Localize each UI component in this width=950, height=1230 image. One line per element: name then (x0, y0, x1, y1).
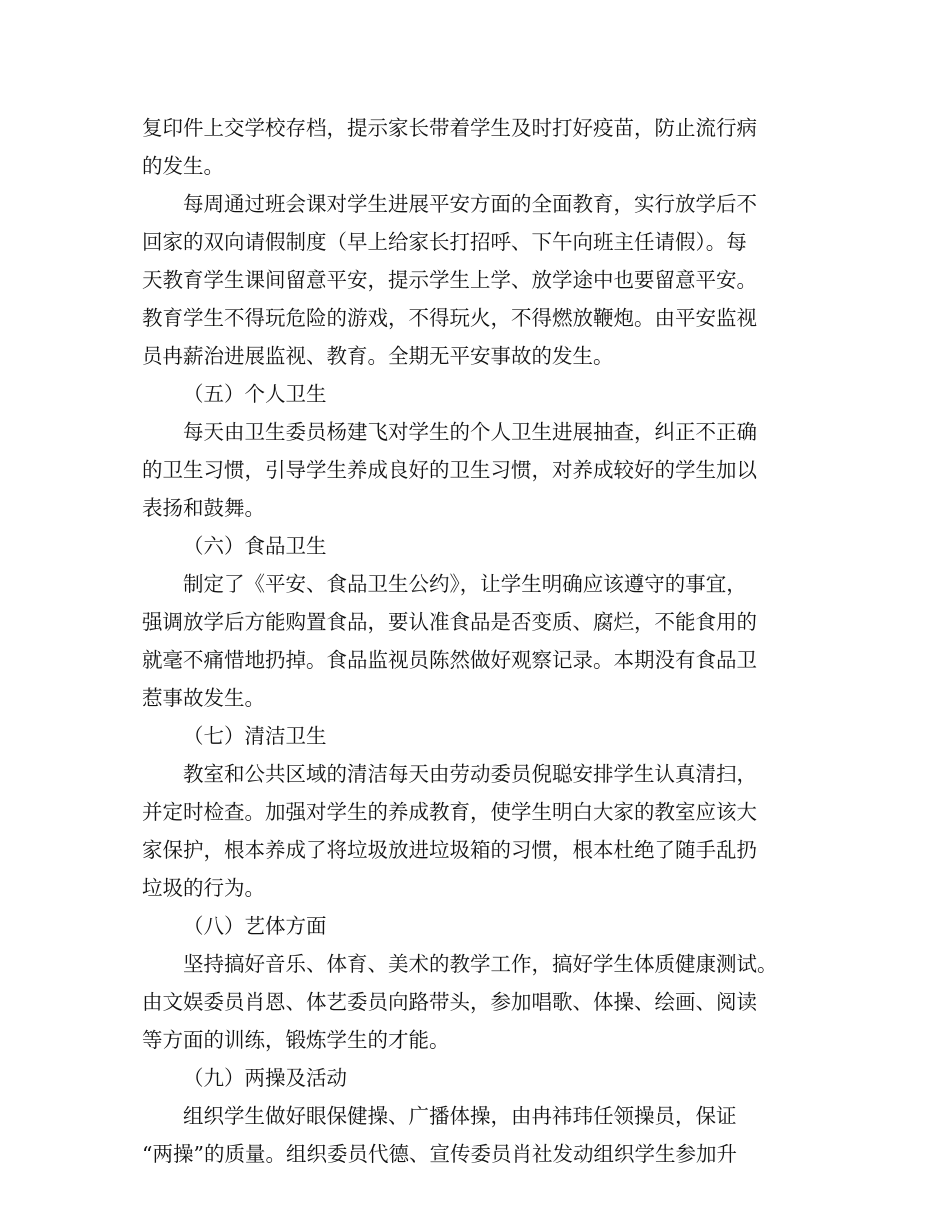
text-line: 垃圾的行为。 (142, 876, 265, 900)
section-heading-7: （七）清洁卫生 (183, 724, 327, 748)
text-line: 强调放学后方能购置食品，要认准食品是否变质、腐烂，不能食用的 (142, 610, 757, 634)
text-line: 就毫不痛惜地扔掉。食品监视员陈然做好观察记录。本期没有食品卫 (142, 648, 757, 672)
text-line: 家保护，根本养成了将垃圾放进垃圾箱的习惯，根本杜绝了随手乱扔 (142, 838, 757, 862)
paragraph-start: 教室和公共区域的清洁每天由劳动委员倪聪安排学生认真清扫， (183, 762, 757, 786)
paragraph-start: 每周通过班会课对学生进展平安方面的全面教育，实行放学后不 (183, 192, 757, 216)
text-line: 的发生。 (142, 154, 224, 178)
text-line: 天教育学生课间留意平安，提示学生上学、放学途中也要留意平安。 (142, 268, 757, 292)
text-line: 员冉薪治进展监视、教育。全期无平安事故的发生。 (142, 344, 614, 368)
text-line: 复印件上交学校存档，提示家长带着学生及时打好疫苗，防止流行病 (142, 116, 757, 140)
paragraph-start: 坚持搞好音乐、体育、美术的教学工作，搞好学生体质健康测试。 (183, 952, 778, 976)
paragraph-start: 每天由卫生委员杨建飞对学生的个人卫生进展抽查，纠正不正确 (183, 420, 757, 444)
text-line: 回家的双向请假制度（早上给家长打招呼、下午向班主任请假）。每 (142, 230, 747, 254)
section-heading-9: （九）两操及活动 (183, 1066, 347, 1090)
text-line: 表扬和鼓舞。 (142, 496, 265, 520)
text-line: 由文娱委员肖恩、体艺委员向路带头，参加唱歌、体操、绘画、阅读 (142, 990, 757, 1014)
paragraph-start: 制定了《平安、食品卫生公约》，让学生明确应该遵守的事宜， (183, 572, 747, 596)
text-line: 的卫生习惯，引导学生养成良好的卫生习惯，对养成较好的学生加以 (142, 458, 757, 482)
section-heading-5: （五）个人卫生 (183, 382, 327, 406)
text-line: “两操”的质量。组织委员代德、宣传委员肖社发动组织学生参加升 (142, 1142, 737, 1166)
text-line: 并定时检查。加强对学生的养成教育，使学生明白大家的教室应该大 (142, 800, 757, 824)
section-heading-6: （六）食品卫生 (183, 534, 327, 558)
text-line: 等方面的训练，锻炼学生的才能。 (142, 1028, 450, 1052)
section-heading-8: （八）艺体方面 (183, 914, 327, 938)
paragraph-start: 组织学生做好眼保健操、广播体操，由冉祎玮任领操员，保证 (183, 1104, 737, 1128)
text-line: 教育学生不得玩危险的游戏，不得玩火，不得燃放鞭炮。由平安监视 (142, 306, 757, 330)
text-line: 惹事故发生。 (142, 686, 265, 710)
